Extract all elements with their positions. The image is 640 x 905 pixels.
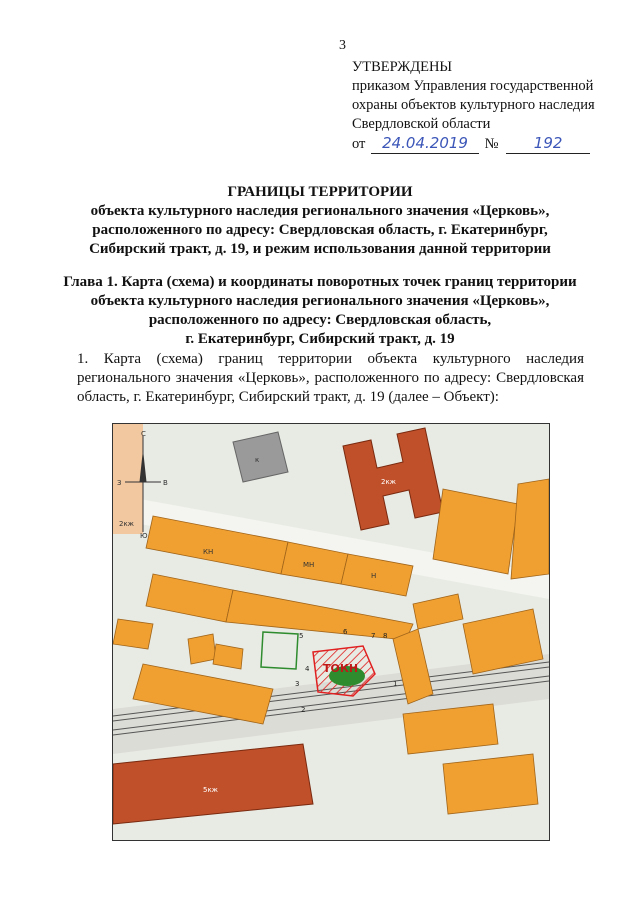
point-5: 5: [299, 632, 304, 640]
label-n: Н: [371, 572, 377, 580]
building-mh-2: [433, 489, 518, 574]
territory-map: [112, 423, 550, 841]
label-gray-k: к: [255, 456, 260, 464]
building-kn-8: [443, 754, 538, 814]
point-7: 7: [371, 632, 376, 640]
approval-line-2: охраны объектов культурного наследия: [352, 97, 595, 113]
label-kn: КН: [203, 548, 214, 556]
point-6: 6: [343, 628, 348, 636]
label-kzh-top: 2кж: [381, 478, 396, 486]
point-1: 1: [393, 680, 398, 688]
chapter-line-3: расположенного по адресу: Свердловская область,: [148, 312, 492, 328]
title-line-3: расположенного по адресу: Свердловская область, г. Екатеринбург,: [92, 222, 548, 238]
compass-south: Ю: [140, 532, 148, 540]
approval-line-3: Свердловской области: [352, 116, 491, 132]
compass-east: В: [163, 479, 168, 487]
date-value: 24.04.2019: [371, 134, 479, 154]
chapter-line-1: Глава 1. Карта (схема) и координаты поворотных точек границ территории: [63, 274, 577, 290]
label-tokn: ТОКН: [323, 662, 359, 675]
approval-heading: УТВЕРЖДЕНЫ: [352, 59, 453, 75]
body-paragraph: 1. Карта (схема) границ территории объекта культурного наследия регионального значения «Церковь», расположенного по адресу: Свердловская область, г. Екатеринбург, Сибирский тракт, д. 19 (далее – Объект):: [77, 351, 584, 405]
approval-date-line: [352, 134, 612, 154]
order-number: 192: [506, 134, 590, 154]
page-number: 3: [339, 38, 346, 53]
document-title: [40, 183, 600, 259]
point-3: 3: [295, 680, 300, 688]
chapter-heading: [40, 273, 600, 349]
title-line-4: Сибирский тракт, д. 19, и режим использования данной территории: [89, 241, 551, 257]
approval-line-1: приказом Управления государственной: [352, 78, 594, 94]
title-line-2: объекта культурного наследия регионального значения «Церковь»,: [90, 203, 550, 219]
point-8: 8: [383, 632, 388, 640]
compass-west: З: [117, 479, 122, 487]
building-mh-5: [188, 634, 216, 664]
compass-north: С: [141, 430, 146, 438]
label-kzh-left: 2кж: [119, 520, 134, 528]
chapter-line-2: объекта культурного наследия регионального значения «Церковь»,: [90, 293, 550, 309]
label-kzh-bottom: 5кж: [203, 786, 218, 794]
building-2kh: [113, 619, 153, 649]
chapter-line-4: г. Екатеринбург, Сибирский тракт, д. 19: [185, 331, 455, 347]
label-mh: МН: [303, 561, 315, 569]
number-prefix: №: [484, 136, 499, 152]
point-2: 2: [301, 706, 306, 714]
date-prefix: от: [352, 136, 366, 152]
title-line-1: ГРАНИЦЫ ТЕРРИТОРИИ: [227, 184, 413, 200]
approval-block: [352, 58, 612, 154]
point-4: 4: [305, 665, 310, 673]
